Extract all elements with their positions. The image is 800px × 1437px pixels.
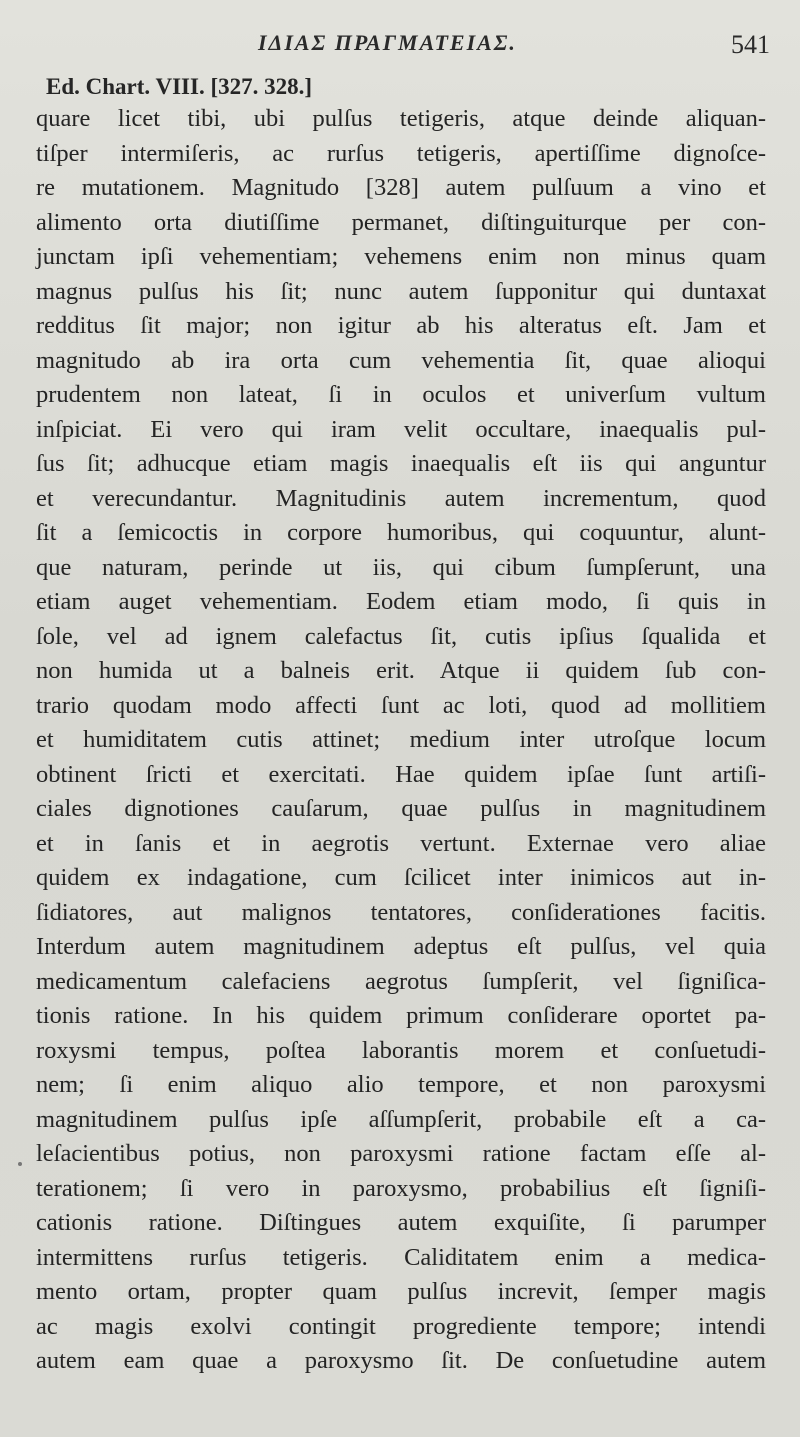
text-line: intermittens rurſus tetigeris. Caliditatem enim a medica- [36, 1243, 766, 1271]
text-line: autem eam quae a paroxysmo ſit. De conſuetudine autem [36, 1347, 766, 1374]
text-line: ſus ſit; adhucque etiam magis inaequalis eſt iis qui anguntur [36, 450, 766, 477]
text-line: tionis ratione. In his quidem primum conſiderare oportet pa- [36, 1002, 766, 1029]
body-text [36, 102, 766, 1379]
text-line: magnitudinem pulſus ipſe aſſumpſerit, probabile eſt a ca- [36, 1105, 766, 1133]
text-line: quare licet tibi, ubi pulſus tetigeris, atque deinde aliquan- [36, 105, 766, 132]
text-line: mento ortam, propter quam pulſus increvit, ſemper magis [36, 1278, 766, 1305]
paper-speck [18, 1162, 22, 1166]
text-line: inſpiciat. Ei vero qui iram velit occultare, inaequalis pul- [36, 415, 766, 443]
text-line: alimento orta diutiſſime permanet, diſtinguiturque per con- [36, 208, 766, 236]
text-line: non humida ut a balneis erit. Atque ii quidem ſub con- [36, 657, 766, 684]
text-line: junctam ipſi vehementiam; vehemens enim non minus quam [36, 243, 766, 270]
edition-reference: Ed. Chart. VIII. [327. 328.] [46, 74, 313, 99]
text-line: ciales dignotiones cauſarum, quae pulſus in magnitudinem [36, 795, 766, 822]
text-line: etiam auget vehementiam. Eodem etiam modo, ſi quis in [36, 588, 766, 615]
page-number: 541 [731, 30, 770, 59]
text-line: nem; ſi enim aliquo alio tempore, et non paroxysmi [36, 1071, 766, 1098]
text-line: leſacientibus potius, non paroxysmi ratione factam eſſe al- [36, 1140, 766, 1167]
text-line: re mutationem. Magnitudo [328] autem pulſuum a vino et [36, 174, 766, 201]
text-line: magnitudo ab ira orta cum vehementia ſit, quae alioqui [36, 346, 766, 374]
running-title: ΙΔΙΑΣ ΠΡΑΓΜΑΤΕΙΑΣ. [258, 30, 517, 55]
text-line: ac magis exolvi contingit progrediente tempore; intendi [36, 1312, 766, 1340]
text-line: prudentem non lateat, ſi in oculos et univerſum vultum [36, 381, 766, 408]
text-line: ſole, vel ad ignem calefactus ſit, cutis ipſius ſqualida et [36, 622, 766, 650]
text-line: redditus ſit major; non igitur ab his alteratus eſt. Jam et [36, 312, 766, 339]
text-line: que naturam, perinde ut iis, qui cibum ſumpſerunt, una [36, 553, 766, 581]
text-line: ſit a ſemicoctis in corpore humoribus, qui coquuntur, alunt- [36, 519, 766, 546]
text-line: obtinent ſricti et exercitati. Hae quidem ipſae ſunt artiſi- [36, 760, 766, 788]
text-line: tiſper intermiſeris, ac rurſus tetigeris, apertiſſime dignoſce- [36, 139, 766, 167]
text-line: et in ſanis et in aegrotis vertunt. Externae vero aliae [36, 829, 766, 857]
text-line: terationem; ſi vero in paroxysmo, probabilius eſt ſigniſi- [36, 1174, 766, 1202]
text-line: magnus pulſus his ſit; nunc autem ſupponitur qui duntaxat [36, 277, 766, 305]
text-line: ſidiatores, aut malignos tentatores, conſiderationes facitis. [36, 898, 766, 926]
text-line: medicamentum calefaciens aegrotus ſumpſerit, vel ſigniſica- [36, 967, 766, 995]
text-line: trario quodam modo affecti ſunt ac loti, quod ad mollitiem [36, 691, 766, 719]
text-line: et verecundantur. Magnitudinis autem incrementum, quod [36, 484, 766, 512]
text-line: et humiditatem cutis attinet; medium inter utroſque locum [36, 726, 766, 753]
text-line: cationis ratione. Diſtingues autem exquiſite, ſi parumper [36, 1209, 766, 1236]
text-line: quidem ex indagatione, cum ſcilicet inter inimicos aut in- [36, 864, 766, 891]
running-head [0, 30, 800, 64]
text-line: Interdum autem magnitudinem adeptus eſt pulſus, vel quia [36, 933, 766, 960]
text-line: roxysmi tempus, poſtea laborantis morem et conſuetudi- [36, 1036, 766, 1064]
